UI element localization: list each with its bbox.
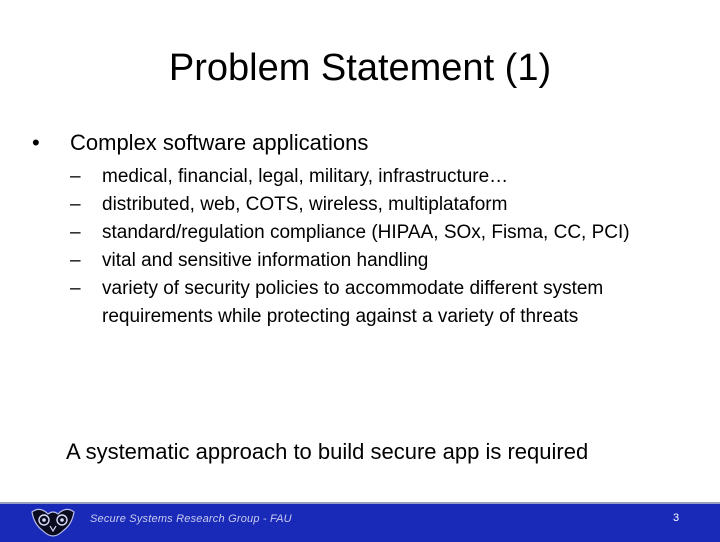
page-number: 3 <box>672 512 680 524</box>
main-bullet <box>32 127 692 159</box>
list-item-text: standard/regulation compliance (HIPAA, SOx, Fisma, CC, PCI) <box>102 222 630 243</box>
dash-marker: – <box>70 250 81 271</box>
list-item-text: vital and sensitive information handling <box>102 250 429 271</box>
bullet-marker: • <box>32 130 40 155</box>
footer-group-name: Secure Systems Research Group - FAU <box>90 513 292 525</box>
list-item <box>70 219 687 247</box>
bullet-text: Complex software applications <box>70 130 369 155</box>
owl-logo-icon <box>28 506 78 538</box>
list-item <box>70 191 687 219</box>
dash-marker: – <box>70 166 81 187</box>
conclusion-text: A systematic approach to build secure app is required <box>66 439 589 464</box>
list-item <box>70 247 687 275</box>
sub-bullet-list <box>70 163 687 331</box>
list-item <box>70 275 687 331</box>
footer-bar <box>0 502 720 542</box>
dash-marker: – <box>70 222 81 243</box>
list-item <box>70 163 687 191</box>
list-item-text: distributed, web, COTS, wireless, multiplataform <box>102 194 508 215</box>
dash-marker: – <box>70 278 81 299</box>
list-item-text: medical, financial, legal, military, infrastructure… <box>102 166 509 187</box>
slide-title: Problem Statement (1) <box>168 47 552 89</box>
list-item-text: variety of security policies to accommodate different system requirements while protecting against a variety of threats <box>102 278 604 327</box>
dash-marker: – <box>70 194 81 215</box>
